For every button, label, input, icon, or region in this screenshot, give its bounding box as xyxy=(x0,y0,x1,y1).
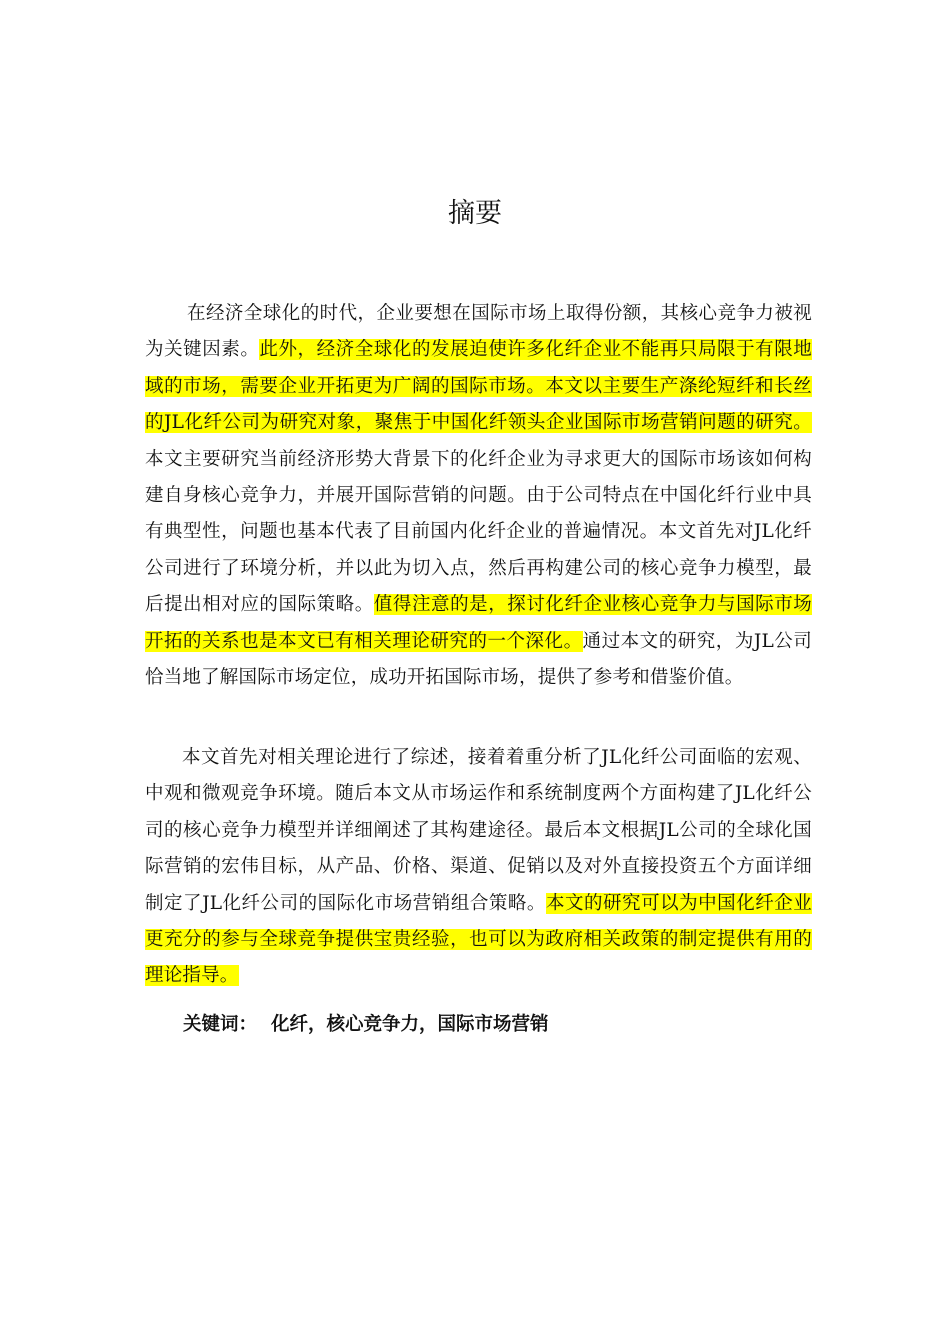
text-segment: 通过本文的研究，为JL公司恰当地了解国际市场定位，成功开拓国际市场，提供了参考和借鉴价值。 xyxy=(145,630,812,689)
keywords-line xyxy=(183,1007,549,1043)
highlighted-text-segment: 本文的研究可以为中国化纤企业更充分的参与全球竞争提供宝贵经验，也可以为政府相关政策的制定提供有用的理论指导。 xyxy=(145,892,812,987)
text-segment: 本文首先对相关理论进行了综述，接着着重分析了JL化纤公司面临的宏观、中观和微观竞争环境。随后本文从市场运作和系统制度两个方面构建了JL化纤公司的核心竞争力模型并详细阐述了其构建途径。最后本文根据JL公司的全球化国际营销的宏伟目标，从产品、价格、渠道、促销以及对外直接投资五个方面详细制定了JL化纤公司的国际化市场营销组合策略。 xyxy=(145,747,812,914)
text-segment: 在经济全球化的时代，企业要想在国际市场上取得份额，其核心竞争力被视为关键因素。 xyxy=(145,303,812,361)
highlighted-text-segment: 此外，经济全球化的发展迫使许多化纤企业不能再只局限于有限地域的市场，需要企业开拓更为广阔的国际市场。本文以主要生产涤纶短纤和长丝的JL化纤公司为研究对象，聚焦于中国化纤领头企业国际市场营销问题的研究。 xyxy=(145,339,812,434)
text-segment: 本文主要研究当前经济形势大背景下的化纤企业为寻求更大的国际市场该如何构建自身核心竞争力，并展开国际营销的问题。由于公司特点在中国化纤行业中具有典型性，问题也基本代表了目前国内化纤企业的普遍情况。本文首先对JL化纤公司进行了环境分析，并以此为切入点，然后再构建公司的核心竞争力模型，最后提出相对应的国际策略。 xyxy=(145,448,812,616)
page-title: 摘要 xyxy=(448,198,502,229)
highlighted-text-segment: 值得注意的是，探讨化纤企业核心竞争力与国际市场开拓的关系也是本文已有相关理论研究的一个深化。 xyxy=(145,594,812,652)
keywords-list: 化纤，核心竞争力，国际市场营销 xyxy=(271,1014,549,1035)
abstract-paragraph-1 xyxy=(145,296,812,696)
keywords-label: 关键词： xyxy=(183,1014,258,1035)
abstract-paragraph-2 xyxy=(145,740,812,995)
